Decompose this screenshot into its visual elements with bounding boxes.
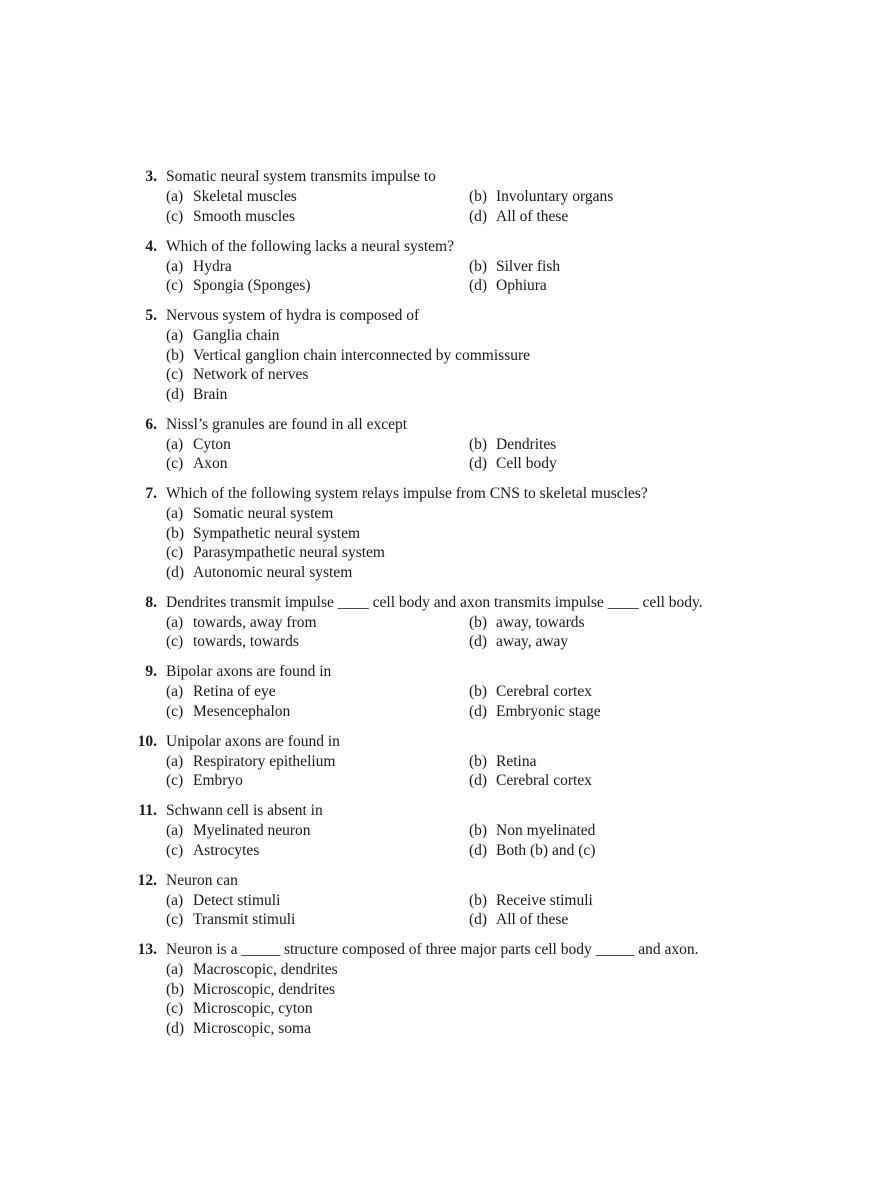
option: [469, 187, 613, 207]
option-label: (a): [166, 752, 184, 770]
option-text: Respiratory epithelium: [193, 752, 336, 770]
option-label: (d): [469, 455, 488, 472]
option-label: (d): [469, 633, 488, 650]
option: [166, 1019, 311, 1039]
options-row: [166, 682, 880, 702]
option-label: (c): [166, 772, 184, 789]
option-label: (c): [166, 1000, 184, 1017]
question-stem: [0, 483, 880, 504]
options-list: [166, 891, 880, 930]
option-label: (b): [166, 346, 185, 364]
option-text: Both (b) and (c): [496, 841, 596, 859]
option-label: (a): [166, 435, 184, 453]
option-label: (b): [469, 752, 488, 770]
option-text: Receive stimuli: [496, 891, 593, 909]
question-stem: [0, 592, 880, 613]
option: [166, 385, 227, 405]
option-label: (c): [166, 544, 184, 561]
option-label: (c): [166, 455, 184, 472]
question-text: Schwann cell is absent in: [166, 802, 323, 819]
option-text: Retina: [496, 752, 537, 770]
question-stem: [0, 414, 880, 435]
option-text: Spongia (Sponges): [193, 277, 311, 294]
option-text: Cerebral cortex: [496, 772, 592, 789]
options-row: [166, 980, 880, 1000]
option-label: (a): [166, 613, 184, 631]
question-block: [0, 305, 880, 404]
option-label: (b): [469, 257, 488, 275]
options-row: [166, 1019, 880, 1039]
question-block: [0, 483, 880, 582]
option: [166, 682, 276, 702]
question-number: 9.: [145, 663, 157, 680]
option-label: (a): [166, 327, 184, 344]
option-text: All of these: [496, 207, 569, 225]
option-text: Dendrites: [496, 435, 557, 453]
option-text: Microscopic, cyton: [193, 1000, 313, 1017]
option-text: Detect stimuli: [193, 891, 281, 909]
question-stem: [0, 939, 880, 960]
option-label: (d): [166, 385, 185, 403]
option: [166, 563, 352, 583]
option-label: (b): [469, 613, 488, 631]
option-text: away, away: [496, 633, 569, 650]
option-label: (d): [166, 563, 185, 581]
option-label: (d): [469, 207, 488, 225]
option-text: Axon: [193, 455, 228, 472]
question-stem: [0, 166, 880, 187]
option: [166, 613, 317, 633]
question-text: Which of the following lacks a neural system?: [166, 237, 454, 255]
option-text: Astrocytes: [193, 841, 260, 859]
option-label: (b): [469, 435, 488, 453]
question-stem: [0, 236, 880, 257]
options-row: [166, 524, 880, 544]
question-stem: [0, 870, 880, 891]
options-list: [166, 960, 880, 1038]
options-row: [166, 435, 880, 455]
option-text: Somatic neural system: [193, 505, 334, 522]
question-number: 11.: [138, 802, 157, 819]
option-text: Parasympathetic neural system: [193, 544, 385, 561]
options-list: [166, 326, 880, 404]
question-number: 13.: [137, 941, 157, 958]
options-row: [166, 257, 880, 277]
option-text: Silver fish: [496, 257, 561, 275]
option-text: Microscopic, dendrites: [193, 980, 336, 998]
option-text: Brain: [193, 385, 228, 403]
option-text: Skeletal muscles: [193, 188, 297, 205]
option-label: (b): [469, 891, 488, 909]
option-label: (b): [166, 524, 185, 542]
option: [469, 257, 560, 277]
option: [166, 999, 313, 1019]
option-text: towards, away from: [193, 613, 317, 631]
question-text: Which of the following system relays impulse from CNS to skeletal muscles?: [166, 485, 648, 502]
option-label: (c): [166, 702, 184, 720]
options-row: [166, 504, 880, 524]
option: [166, 276, 311, 296]
option-label: (d): [469, 702, 488, 720]
option-label: (c): [166, 841, 184, 859]
options-list: [166, 504, 880, 582]
option: [166, 702, 290, 722]
option: [166, 524, 360, 544]
option-label: (c): [166, 277, 184, 294]
question-text: Neuron can: [166, 871, 238, 889]
option-label: (d): [166, 1019, 185, 1037]
question-text: Somatic neural system transmits impulse to: [166, 168, 436, 185]
question-block: [0, 731, 880, 791]
question-stem: [0, 305, 880, 326]
option-label: (a): [166, 891, 184, 909]
question-number: 5.: [145, 307, 157, 324]
option-label: (a): [166, 257, 184, 275]
option: [166, 960, 338, 980]
question-text: Neuron is a _____ structure composed of three major parts cell body _____ and axon.: [166, 941, 699, 958]
question-stem: [0, 661, 880, 682]
option-text: Smooth muscles: [193, 207, 296, 225]
options-row: [166, 563, 880, 583]
option: [469, 910, 568, 930]
options-row: [166, 632, 880, 652]
option-label: (d): [469, 772, 488, 789]
option-label: (a): [166, 822, 184, 839]
option-label: (d): [469, 277, 488, 294]
question-stem: [0, 800, 880, 821]
options-list: [166, 257, 880, 296]
option: [469, 891, 593, 911]
options-row: [166, 276, 880, 296]
question-block: [0, 236, 880, 296]
options-list: [166, 435, 880, 474]
question-block: [0, 166, 880, 226]
option-label: (b): [469, 822, 488, 839]
options-list: [166, 821, 880, 860]
options-row: [166, 960, 880, 980]
options-list: [166, 187, 880, 226]
option-text: Transmit stimuli: [193, 911, 296, 928]
option: [166, 187, 297, 207]
option-text: Cell body: [496, 455, 557, 472]
option-label: (b): [469, 683, 488, 700]
option: [166, 841, 259, 861]
option: [166, 346, 530, 366]
option: [166, 435, 231, 455]
options-row: [166, 841, 880, 861]
option-text: Vertical ganglion chain interconnected by commissure: [193, 346, 531, 364]
option: [469, 613, 585, 633]
question-text: Nissl’s granules are found in all except: [166, 415, 408, 433]
option-text: Ophiura: [496, 277, 547, 294]
option: [166, 752, 335, 772]
option-label: (d): [469, 911, 488, 928]
option-label: (c): [166, 633, 184, 650]
option-text: Involuntary organs: [496, 188, 614, 205]
question-block: [0, 592, 880, 652]
option-text: Cerebral cortex: [496, 683, 592, 700]
options-row: [166, 207, 880, 227]
option-text: All of these: [496, 911, 569, 928]
option-text: Ganglia chain: [193, 327, 280, 344]
option-label: (b): [166, 980, 185, 998]
option-label: (b): [469, 188, 488, 205]
question-sheet: [0, 166, 880, 1048]
option-text: Sympathetic neural system: [193, 524, 361, 542]
option: [469, 752, 536, 772]
option: [469, 435, 556, 455]
options-row: [166, 613, 880, 633]
question-stem: [0, 731, 880, 752]
options-list: [166, 613, 880, 652]
option: [166, 910, 295, 930]
option: [166, 257, 232, 277]
option: [166, 891, 280, 911]
option: [166, 365, 308, 385]
question-number: 12.: [137, 871, 157, 889]
option-label: (a): [166, 961, 184, 978]
option: [166, 543, 385, 563]
option: [469, 207, 568, 227]
options-row: [166, 346, 880, 366]
question-block: [0, 870, 880, 930]
option: [166, 980, 335, 1000]
option-text: Microscopic, soma: [193, 1019, 311, 1037]
option-text: Hydra: [193, 257, 232, 275]
question-text: Bipolar axons are found in: [166, 663, 332, 680]
options-row: [166, 702, 880, 722]
option: [469, 821, 595, 841]
option-text: Non myelinated: [496, 822, 596, 839]
options-list: [166, 752, 880, 791]
options-row: [166, 752, 880, 772]
question-number: 4.: [145, 237, 157, 255]
option-text: away, towards: [496, 613, 585, 631]
option: [469, 276, 547, 296]
option-text: Autonomic neural system: [193, 563, 353, 581]
question-number: 6.: [145, 415, 157, 433]
option: [469, 841, 595, 861]
options-row: [166, 454, 880, 474]
question-text: Nervous system of hydra is composed of: [166, 307, 420, 324]
options-row: [166, 326, 880, 346]
option-text: towards, towards: [193, 633, 299, 650]
question-block: [0, 414, 880, 474]
option: [166, 771, 243, 791]
option-text: Embryonic stage: [496, 702, 601, 720]
option-label: (c): [166, 911, 184, 928]
option-text: Myelinated neuron: [193, 822, 311, 839]
option-text: Embryo: [193, 772, 243, 789]
question-number: 8.: [145, 593, 157, 611]
options-row: [166, 999, 880, 1019]
option: [469, 454, 557, 474]
option-label: (a): [166, 683, 184, 700]
option: [469, 702, 601, 722]
question-text: Unipolar axons are found in: [166, 732, 340, 750]
option-text: Cyton: [193, 435, 231, 453]
options-row: [166, 910, 880, 930]
question-block: [0, 800, 880, 860]
option-text: Retina of eye: [193, 683, 276, 700]
option-label: (a): [166, 188, 184, 205]
options-row: [166, 385, 880, 405]
option-label: (a): [166, 505, 184, 522]
option: [469, 632, 568, 652]
option: [166, 454, 227, 474]
options-row: [166, 771, 880, 791]
options-row: [166, 365, 880, 385]
option-text: Macroscopic, dendrites: [193, 961, 338, 978]
question-text: Dendrites transmit impulse ____ cell body and axon transmits impulse ____ cell body.: [166, 593, 703, 611]
question-block: [0, 661, 880, 721]
option: [166, 504, 333, 524]
option: [166, 821, 311, 841]
option: [469, 682, 592, 702]
option: [469, 771, 592, 791]
options-row: [166, 543, 880, 563]
option-text: Mesencephalon: [193, 702, 291, 720]
question-number: 3.: [145, 168, 157, 185]
question-number: 7.: [145, 485, 157, 502]
option-text: Network of nerves: [193, 366, 309, 383]
option: [166, 207, 295, 227]
question-number: 10.: [137, 732, 157, 750]
options-row: [166, 891, 880, 911]
options-row: [166, 187, 880, 207]
option-label: (c): [166, 207, 184, 225]
option: [166, 632, 299, 652]
option-label: (d): [469, 841, 488, 859]
question-block: [0, 939, 880, 1038]
options-row: [166, 821, 880, 841]
option-label: (c): [166, 366, 184, 383]
option: [166, 326, 280, 346]
options-list: [166, 682, 880, 721]
